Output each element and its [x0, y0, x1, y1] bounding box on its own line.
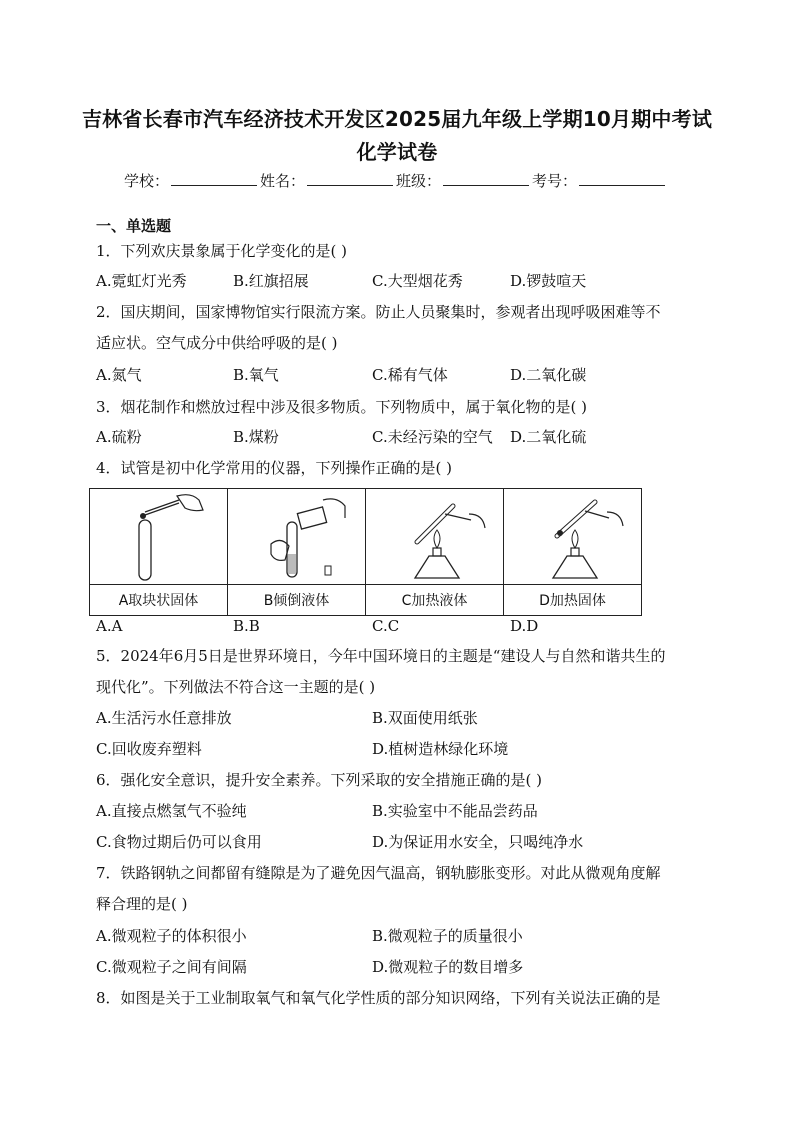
q6-option-d: D.为保证用水安全，只喝纯净水	[372, 833, 584, 851]
question-8-stem: 8．如图是关于工业制取氧气和氧气化学性质的部分知识网络，下列有关说法正确的是	[96, 989, 661, 1007]
question-2-stem-2: 适应状。空气成分中供给呼吸的是( )	[96, 334, 338, 352]
name-blank[interactable]	[307, 171, 393, 186]
q2-option-b: B.氧气	[233, 366, 279, 384]
question-6-stem: 6．强化安全意识，提升安全素养。下列采取的安全措施正确的是( )	[96, 771, 543, 789]
figure-c-cell	[366, 489, 504, 585]
q1-option-a: A.霓虹灯光秀	[96, 272, 187, 290]
q5-option-b: B.双面使用纸张	[372, 709, 478, 727]
question-7-stem-2: 释合理的是( )	[96, 895, 188, 913]
heating-liquid-icon	[375, 492, 495, 582]
figure-d-caption: D加热固体	[504, 585, 642, 616]
q6-option-a: A.直接点燃氢气不验纯	[96, 802, 247, 820]
figure-b-cell	[228, 489, 366, 585]
student-info-row	[124, 170, 668, 191]
class-label: 班级：	[396, 172, 442, 190]
question-5-stem-2: 现代化”。下列做法不符合这一主题的是( )	[96, 678, 376, 696]
figure-a-caption: A取块状固体	[90, 585, 228, 616]
q2-option-a: A.氮气	[96, 366, 142, 384]
q7-option-a: A.微观粒子的体积很小	[96, 927, 247, 945]
question-4-stem: 4．试管是初中化学常用的仪器，下列操作正确的是( )	[96, 459, 453, 477]
exam-subtitle: 化学试卷	[356, 140, 438, 164]
q5-option-c: C.回收废弃塑料	[96, 740, 202, 758]
exam-title: 吉林省长春市汽车经济技术开发区2025届九年级上学期10月期中考试	[81, 107, 713, 131]
q4-option-b: B.B	[233, 617, 260, 635]
heating-solid-icon	[513, 492, 633, 582]
q4-option-c: C.C	[372, 617, 400, 635]
q3-option-c: C.未经污染的空气	[372, 428, 493, 446]
q4-option-d: D.D	[510, 617, 539, 635]
q7-option-c: C.微观粒子之间有间隔	[96, 958, 247, 976]
question-2-stem-1: 2．国庆期间，国家博物馆实行限流方案。防止人员聚集时，参观者出现呼吸困难等不	[96, 303, 661, 321]
number-label: 考号：	[532, 172, 578, 190]
school-blank[interactable]	[171, 171, 257, 186]
q3-option-b: B.煤粉	[233, 428, 279, 446]
q3-option-a: A.硫粉	[96, 428, 142, 446]
question-3-stem: 3．烟花制作和燃放过程中涉及很多物质。下列物质中，属于氧化物的是( )	[96, 398, 588, 416]
q4-figure-table	[89, 488, 642, 616]
q2-option-c: C.稀有气体	[372, 366, 448, 384]
q3-option-d: D.二氧化硫	[510, 428, 587, 446]
school-label: 学校：	[124, 172, 170, 190]
name-label: 姓名：	[260, 172, 306, 190]
q2-option-d: D.二氧化碳	[510, 366, 587, 384]
figure-c-caption: C加热液体	[366, 585, 504, 616]
q7-option-b: B.微观粒子的质量很小	[372, 927, 523, 945]
pouring-liquid-icon	[237, 492, 357, 582]
number-blank[interactable]	[579, 171, 665, 186]
q5-option-a: A.生活污水任意排放	[96, 709, 232, 727]
section-heading: 一、单选题	[96, 217, 172, 235]
question-1-stem: 1．下列欢庆景象属于化学变化的是( )	[96, 242, 348, 260]
q6-option-b: B.实验室中不能品尝药品	[372, 802, 538, 820]
question-7-stem-1: 7．铁路钢轨之间都留有缝隙是为了避免因气温高，钢轨膨胀变形。对此从微观角度解	[96, 864, 661, 882]
q1-option-d: D.锣鼓喧天	[510, 272, 587, 290]
class-blank[interactable]	[443, 171, 529, 186]
figure-b-caption: B倾倒液体	[228, 585, 366, 616]
test-tube-tweezers-icon	[99, 492, 219, 582]
question-5-stem-1: 5．2024年6月5日是世界环境日，今年中国环境日的主题是“建设人与自然和谐共生的	[96, 647, 666, 665]
q1-option-b: B.红旗招展	[233, 272, 309, 290]
q4-option-a: A.A	[96, 617, 123, 635]
q7-option-d: D.微观粒子的数目增多	[372, 958, 524, 976]
figure-a-cell	[90, 489, 228, 585]
figure-d-cell	[504, 489, 642, 585]
q5-option-d: D.植树造林绿化环境	[372, 740, 509, 758]
q1-option-c: C.大型烟花秀	[372, 272, 463, 290]
q6-option-c: C.食物过期后仍可以食用	[96, 833, 262, 851]
